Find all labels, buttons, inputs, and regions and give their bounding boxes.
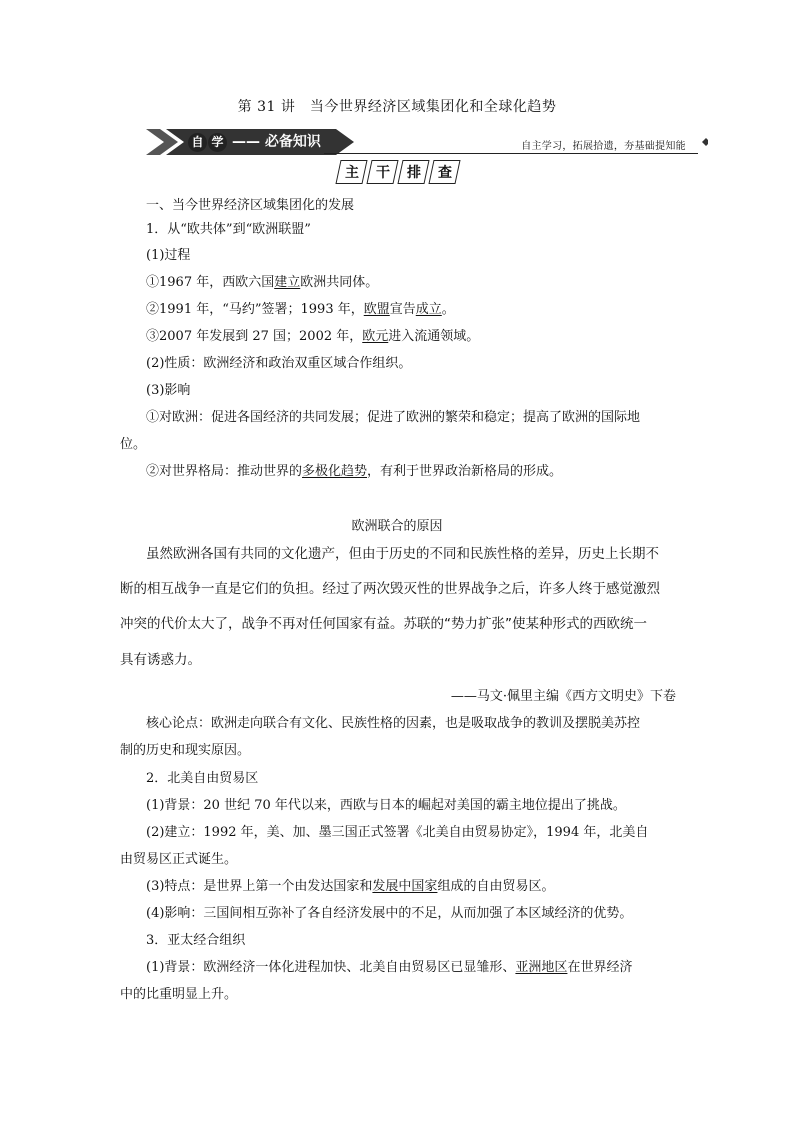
paragraph: ①1967 年，西欧六国建立欧洲共同体。 [146,275,379,290]
quote-line: 断的相互战争一直是它们的负担。经过了两次毁灭性的世界战争之后，许多人终于感觉激烈 [120,581,660,597]
quote-source: ——马文·佩里主编《西方文明史》下卷 [450,689,676,704]
paragraph: (4)影响：三国间相互弥补了各自经济发展中的不足，从而加强了本区域经济的优势。 [146,906,633,921]
ribbon-char: 查 [437,165,452,181]
underlined-term: 成立 [415,302,442,317]
quote-line: 具有诱惑力。 [120,652,201,668]
paragraph: 制的历史和现实原因。 [120,743,251,758]
banner-label [188,132,321,152]
paragraph: ②对世界格局：推动世界的多极化趋势，有利于世界政治新格局的形成。 [146,464,563,479]
underlined-term: 亚洲地区 [515,960,568,975]
paragraph: 核心论点：欧洲走向联合有文化、民族性格的因素，也是吸取战争的教训及摆脱美苏控 [146,716,641,731]
paragraph: 由贸易区正式诞生。 [120,852,238,867]
paragraph: ③2007 年发展到 27 国；2002 年，欧元进入流通领域。 [146,329,480,344]
banner-circle-1: 自 [188,133,207,152]
underlined-term: 欧盟 [363,302,390,317]
banner-dash-text: —— 必备知识 [232,134,321,150]
banner-underline [324,153,698,154]
underlined-term: 建立 [274,275,301,290]
page-title: 第 31 讲 当今世界经济区域集团化和全球化趋势 [237,99,557,115]
quote-line: 冲突的代价太大了，战争不再对任何国家有益。苏联的“势力扩张”使某种形式的西欧统一 [120,616,647,632]
section-heading-1: 一、当今世界经济区域集团化的发展 [146,198,355,213]
paragraph: (1)过程 [146,248,191,263]
banner-circle-2: 学 [208,133,227,152]
material-title: 欧洲联合的原因 [351,519,443,534]
underlined-term: 发展中国家 [372,879,438,894]
paragraph: ②1991 年，“马约”签署；1993 年，欧盟宣告成立。 [146,302,455,317]
paragraph: (1)背景：20 世纪 70 年代以来，西欧与日本的崛起对美国的霸主地位提出了挑战。 [146,798,626,813]
paragraph: (3)特点：是世界上第一个由发达国家和发展中国家组成的自由贸易区。 [146,879,555,894]
ribbon-char: 排 [406,165,421,181]
underlined-term: 欧元 [362,329,389,344]
quote-line: 虽然欧洲各国有共同的文化遗产，但由于历史的不同和民族性格的差异，历史上长期不 [146,546,659,562]
subsection-heading: 3．亚太经合组织 [146,933,246,948]
main-check-ribbon [338,160,462,184]
ribbon-char: 干 [375,165,390,181]
subsection-heading: 2．北美自由贸易区 [146,771,259,786]
paragraph: (2)性质：欧洲经济和政治双重区域合作组织。 [146,356,412,371]
paragraph: (3)影响 [146,383,191,398]
paragraph: ①对欧洲：促进各国经济的共同发展；促进了欧洲的繁荣和稳定；提高了欧洲的国际地 [146,410,641,425]
paragraph: 位。 [120,437,147,452]
subsection-heading: 1．从“欧共体”到“欧洲联盟” [146,222,311,237]
ribbon-char: 主 [344,165,359,181]
paragraph: (2)建立：1992 年，美、加、墨三国正式签署《北美自由贸易协定》，1994 年，北美自 [146,825,649,840]
banner-right-text: 自主学习，拓展拾遗，夯基础提知能 [521,141,686,152]
paragraph: (1)背景：欧洲经济一体化进程加快、北美自由贸易区已显雏形、亚洲地区在世界经济 [146,960,633,975]
section-banner [146,129,708,155]
paragraph: 中的比重明显上升。 [120,987,238,1002]
underlined-term: 多极化趋势 [302,464,368,479]
